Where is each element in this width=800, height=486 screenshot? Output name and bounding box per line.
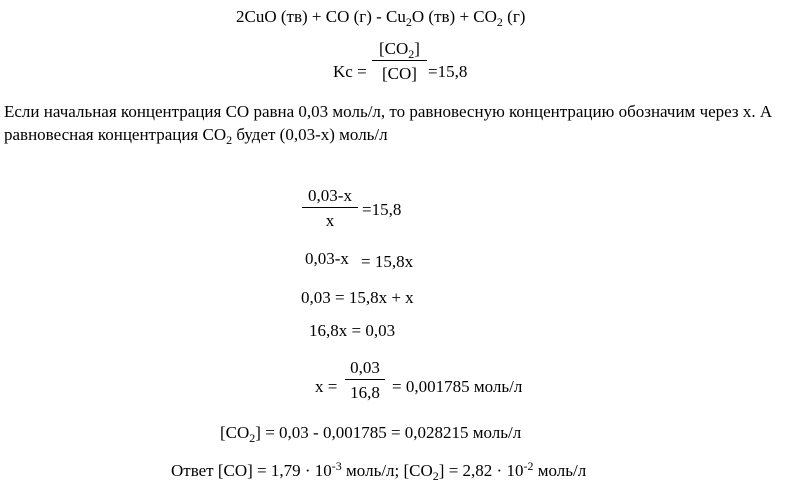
step1-result: =15,8 <box>362 200 402 219</box>
step1-fraction-bar <box>302 207 358 208</box>
step5-lhs: x = <box>315 377 338 396</box>
step1-numerator: 0,03-x <box>308 186 352 205</box>
paragraph-subscript: 2 <box>226 133 233 147</box>
kc-numerator: $[CO_2]$ <box>379 39 420 61</box>
paragraph-text-a: Если начальная концентрация CO равна 0,03 моль/л, то равновесную концентрацию обозначим через x. А равновесная концентрация CO <box>4 102 773 144</box>
reaction-subscript-2: 2 <box>496 15 503 29</box>
step5-fraction <box>345 359 385 401</box>
reaction-equation <box>236 7 526 29</box>
step5-denominator: 16,8 <box>350 383 380 402</box>
reaction-part-2: O (тв) + CO <box>411 7 497 26</box>
answer-line: Ответ $[CO] = 1,79 \cdot 10^{-3}$ моль/л; $[CO_2] = 2,82 \cdot 10^{-2}$ моль/л <box>171 459 587 483</box>
explanation-paragraph <box>4 100 796 146</box>
kc-denominator: [CO] <box>382 64 417 83</box>
step-4: 16,8x = 0,03 <box>309 321 396 340</box>
step5-result: = 0,001785 моль/л <box>392 377 523 396</box>
step2-lhs: 0,03-x <box>305 249 349 268</box>
kc-label: Kc = <box>333 62 367 81</box>
reaction-subscript-1: 2 <box>405 15 412 29</box>
step5-fraction-bar <box>345 379 385 380</box>
kc-fraction-bar <box>372 60 427 61</box>
answer-exponent-2: -2 <box>523 459 534 473</box>
step-6: $[CO_2] = 0,03 - 0,001785 = 0,028215$ моль/л <box>220 423 522 445</box>
step1-fraction <box>302 187 358 229</box>
answer-exponent-1: -3 <box>331 459 342 473</box>
reaction-part-3: (г) <box>502 7 526 26</box>
step6-subscript: 2 <box>249 431 256 445</box>
step5-numerator: 0,03 <box>350 358 380 377</box>
step2-rhs: = 15,8x <box>361 252 414 271</box>
kc-result: =15,8 <box>428 62 468 81</box>
paragraph-text-b: будет (0,03-x) моль/л <box>232 125 388 144</box>
step-3: 0,03 = 15,8x + x <box>301 288 414 307</box>
answer-subscript: 2 <box>432 469 439 483</box>
step1-denominator: x <box>325 211 335 230</box>
reaction-part-1: 2CuO (тв) + CO (г) - Cu <box>236 7 406 26</box>
kc-fraction <box>372 40 427 82</box>
